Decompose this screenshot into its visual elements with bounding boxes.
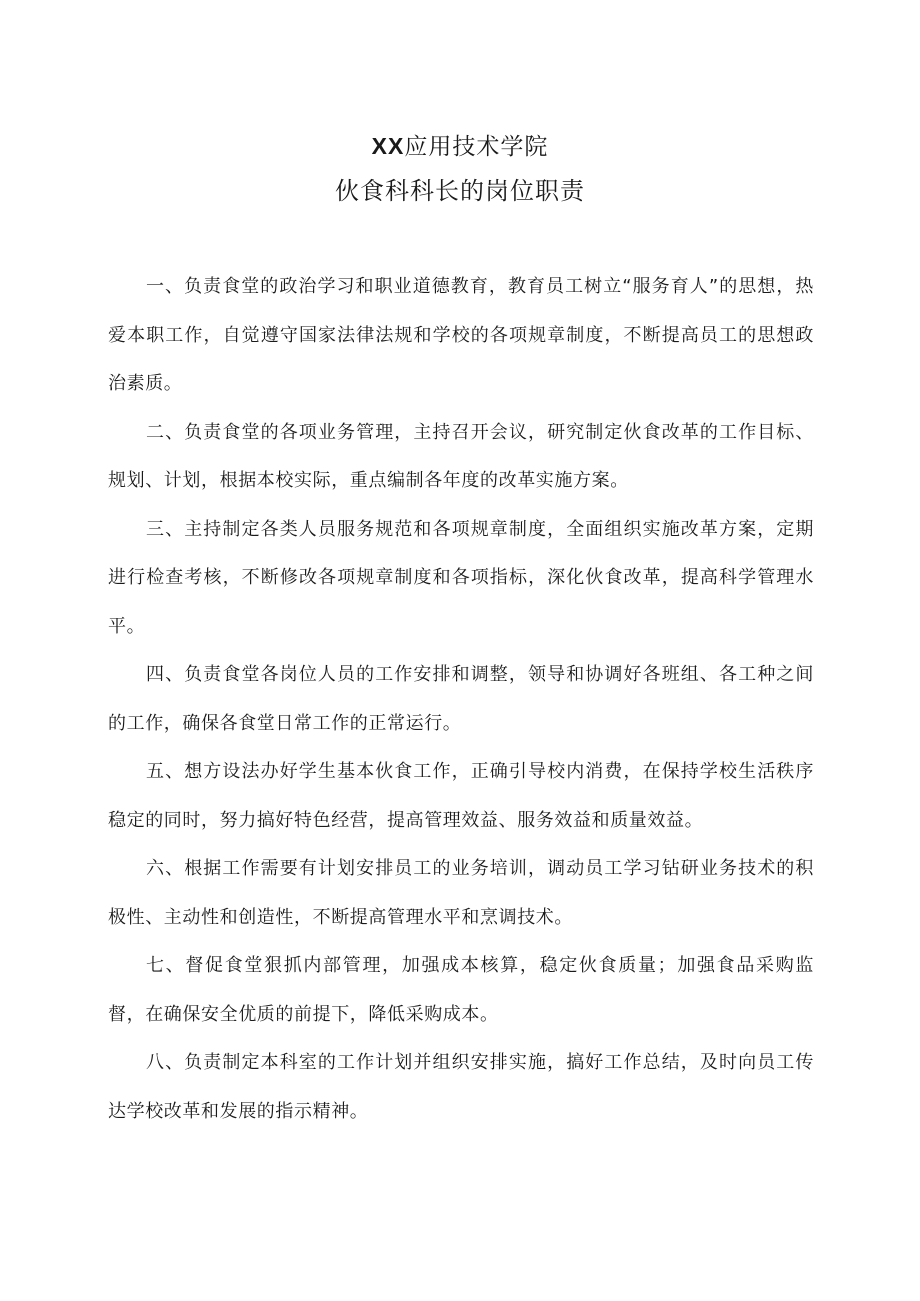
- school-name-prefix: XX: [371, 133, 405, 159]
- duty-paragraph-7: 七、督促食堂狠抓内部管理，加强成本核算，稳定伙食质量；加强食品采购监督，在确保安全优质的前提下，降低采购成本。: [108, 955, 814, 1025]
- school-name-suffix: 应用技术学院: [404, 134, 549, 160]
- duty-paragraph-2: 二、负责食堂的各项业务管理，主持召开会议，研究制定伙食改革的工作目标、规划、计划，根据本校实际，重点编制各年度的改革实施方案。: [108, 421, 814, 491]
- duty-paragraph-1: 一、负责食堂的政治学习和职业道德教育，教育员工树立“服务育人”的思想，热爱本职工作，自觉遵守国家法律法规和学校的各项规章制度，不断提高员工的思想政治素质。: [108, 276, 814, 394]
- document-body: [108, 263, 814, 1136]
- duty-paragraph-8: 八、负责制定本科室的工作计划并组织安排实施，搞好工作总结，及时向员工传达学校改革和发展的指示精神。: [108, 1052, 814, 1122]
- document-title: 伙食科科长的岗位职责: [335, 177, 585, 205]
- duty-paragraph-4: 四、负责食堂各岗位人员的工作安排和调整，领导和协调好各班组、各工种之间的工作，确保各食堂日常工作的正常运行。: [108, 664, 814, 734]
- duty-paragraph-3: 三、主持制定各类人员服务规范和各项规章制度，全面组织实施改革方案，定期进行检查考核，不断修改各项规章制度和各项指标，深化伙食改革，提高科学管理水平。: [108, 518, 814, 637]
- school-name: [0, 124, 920, 169]
- duty-paragraph-5: 五、想方设法办好学生基本伙食工作，正确引导校内消费，在保持学校生活秩序稳定的同时，努力搞好特色经营，提高管理效益、服务效益和质量效益。: [108, 761, 814, 831]
- duty-paragraph-6: 六、根据工作需要有计划安排员工的业务培训，调动员工学习钻研业务技术的积极性、主动性和创造性，不断提高管理水平和烹调技术。: [108, 858, 814, 928]
- title-block: [0, 124, 920, 213]
